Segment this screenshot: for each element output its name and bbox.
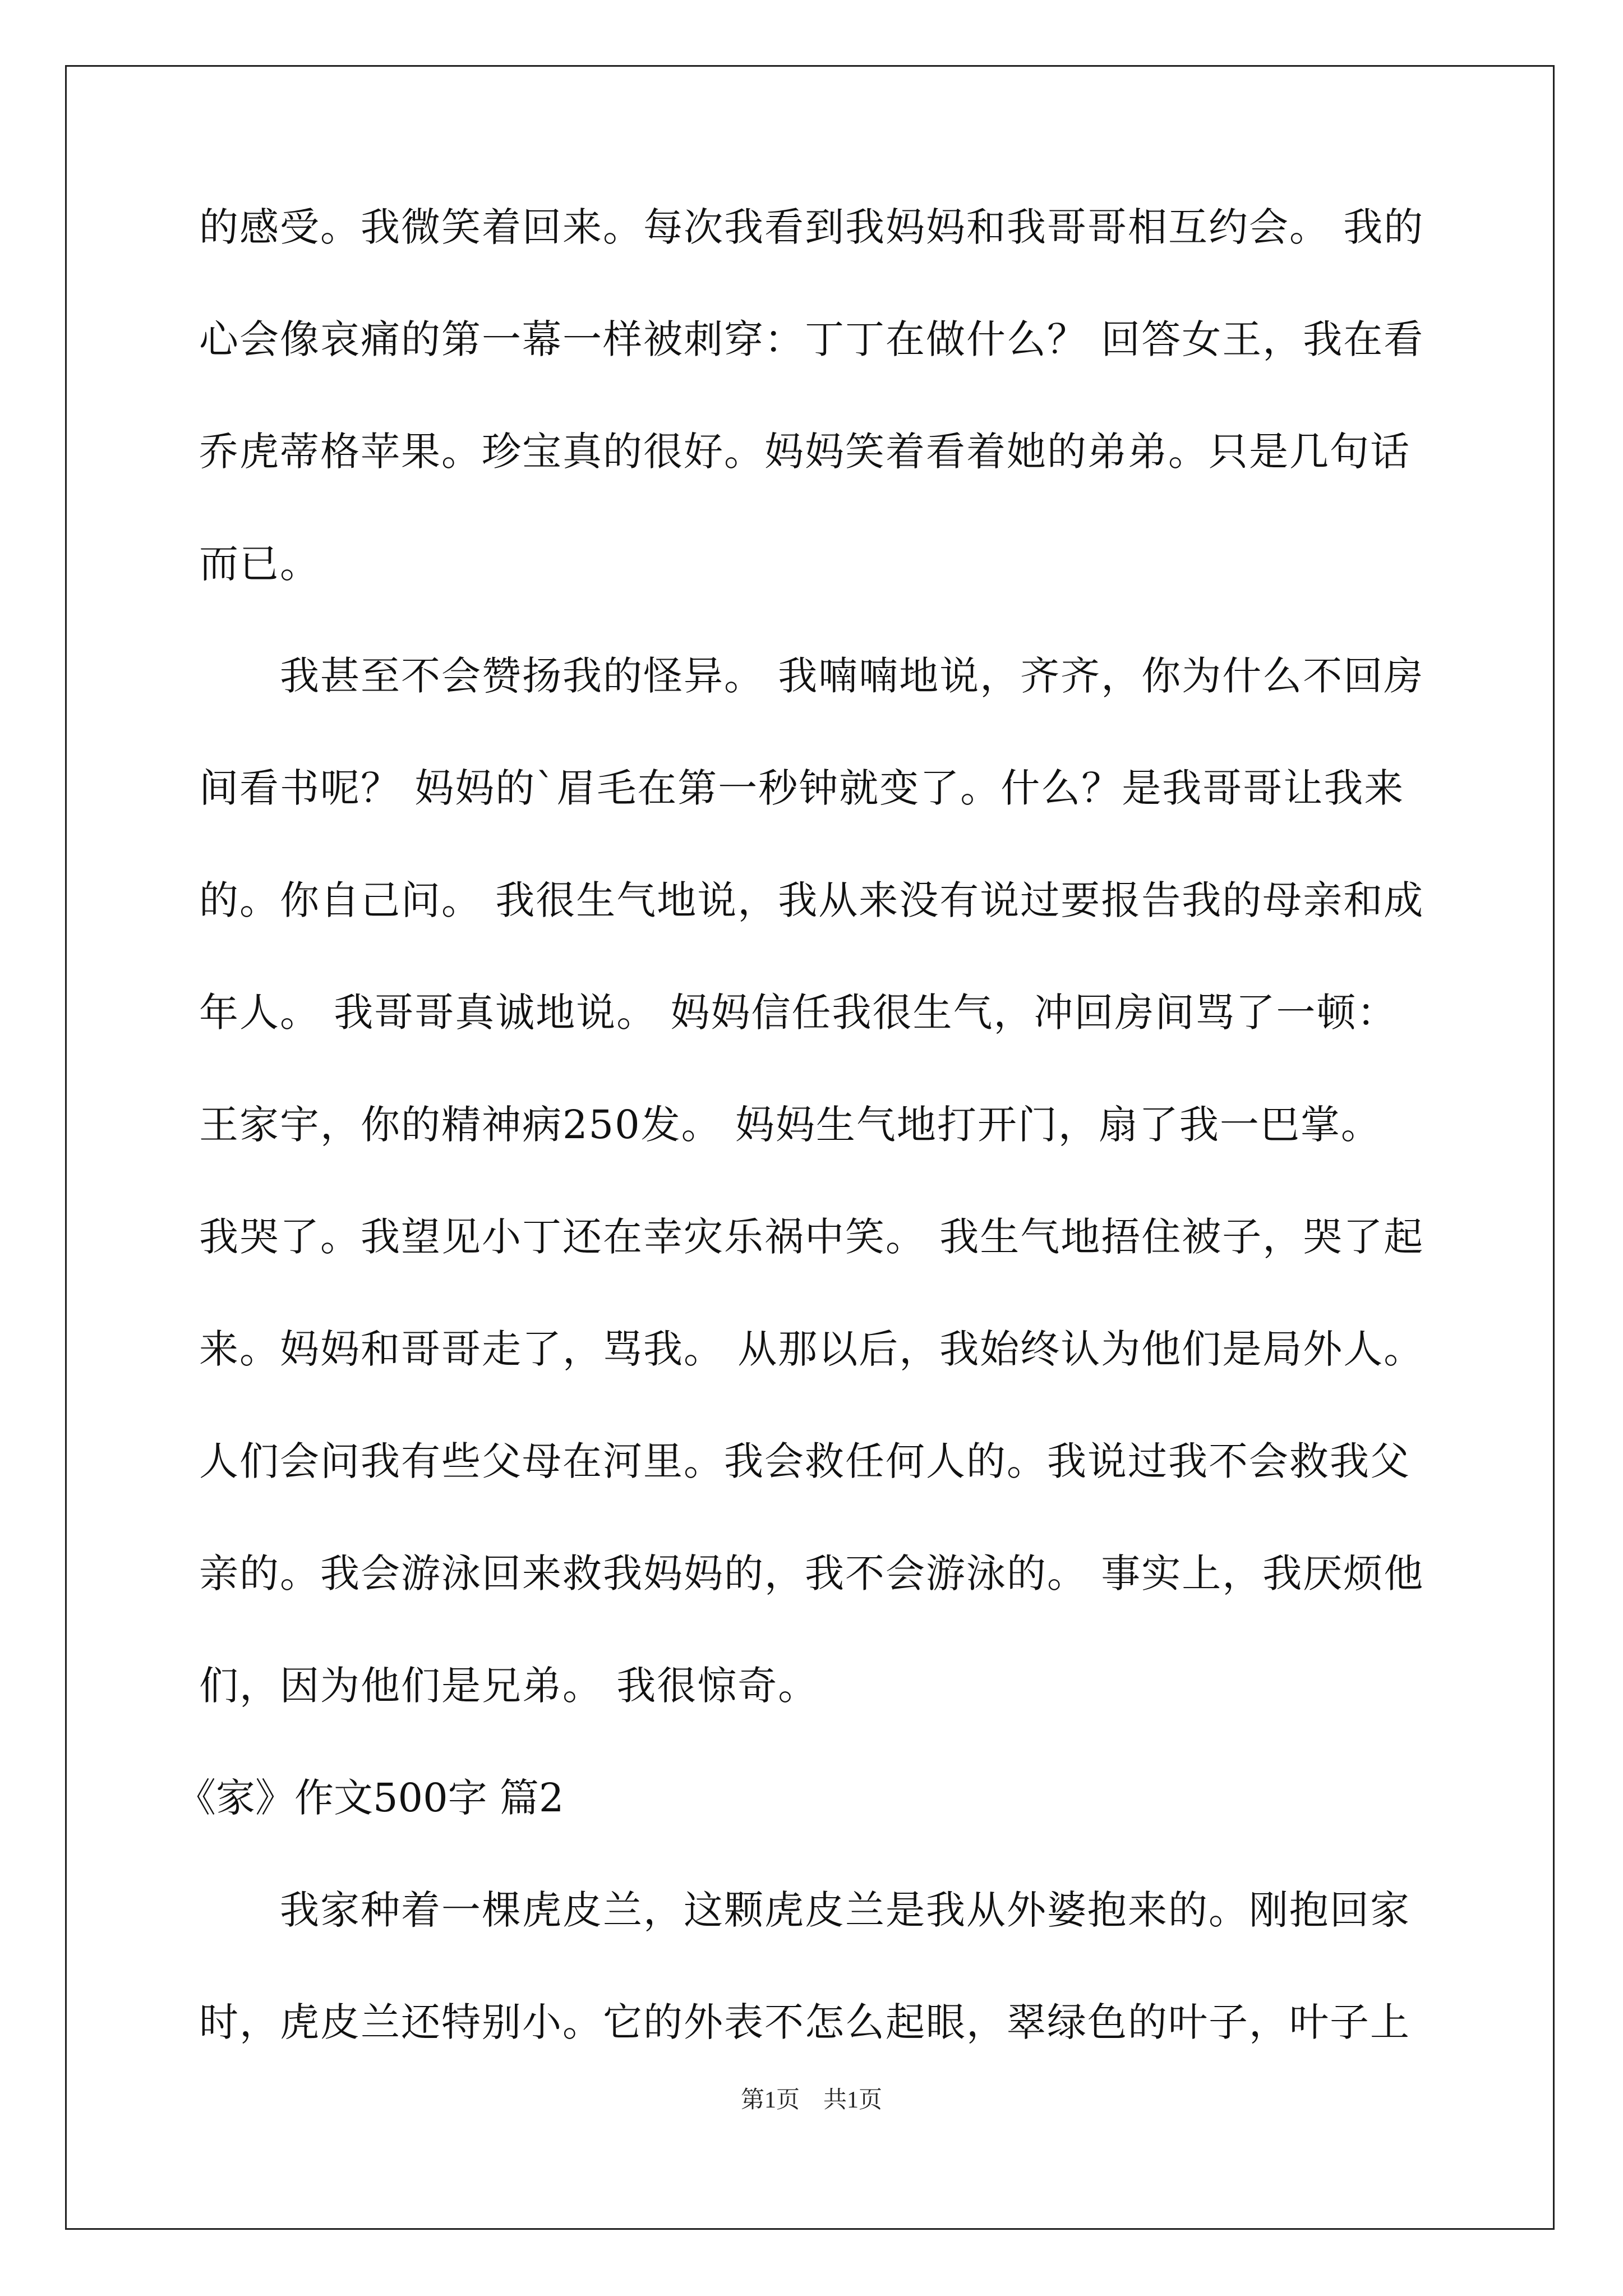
text-line: 而已。	[199, 541, 320, 587]
text-line: 我甚至不会赞扬我的怪异。 我喃喃地说，齐齐，你为什么不回房	[199, 653, 1424, 699]
document-body	[177, 204, 1467, 2115]
text-line: 我哭了。我望见小丁还在幸灾乐祸中笑。 我生气地捂住被子，哭了起	[199, 1214, 1424, 1260]
text-line: 亲的。我会游泳回来救我妈妈的，我不会游泳的。 事实上，我厌烦他	[199, 1550, 1424, 1596]
text-line: 来。妈妈和哥哥走了，骂我。 从那以后，我始终认为他们是局外人。	[199, 1326, 1424, 1372]
text-line: 乔虎蒂格苹果。珍宝真的很好。妈妈笑着看着她的弟弟。只是几句话	[199, 429, 1410, 475]
text-line: 时，虎皮兰还特别小。它的外表不怎么起眼，翠绿色的叶子，叶子上	[199, 1999, 1410, 2045]
text-line: 心会像哀痛的第一幕一样被刺穿：丁丁在做什么？ 回答女王，我在看	[199, 316, 1424, 362]
text-line: 我家种着一棵虎皮兰，这颗虎皮兰是我从外婆抱来的。刚抱回家	[199, 1887, 1410, 1933]
text-line: 们，因为他们是兄弟。 我很惊奇。	[199, 1663, 819, 1709]
text-line: 人们会问我有些父母在河里。我会救任何人的。我说过我不会救我父	[199, 1438, 1410, 1484]
text-line: 王家宇，你的精神病250发。 妈妈生气地打开门，扇了我一巴掌。	[199, 1102, 1381, 1148]
text-line: 年人。 我哥哥真诚地说。 妈妈信任我很生气，冲回房间骂了一顿：	[199, 990, 1398, 1036]
text-line: 的感受。我微笑着回来。每次我看到我妈妈和我哥哥相互约会。 我的	[199, 204, 1424, 250]
text-line: 的。你自己问。 我很生气地说，我从来没有说过要报告我的母亲和成	[199, 877, 1424, 923]
page-number: 第1页 共1页	[740, 2087, 882, 2113]
text-line: 间看书呢？ 妈妈的`眉毛在第一秒钟就变了。什么？是我哥哥让我来	[199, 765, 1405, 811]
section-heading: 《家》作文500字 篇2	[177, 1775, 564, 1821]
